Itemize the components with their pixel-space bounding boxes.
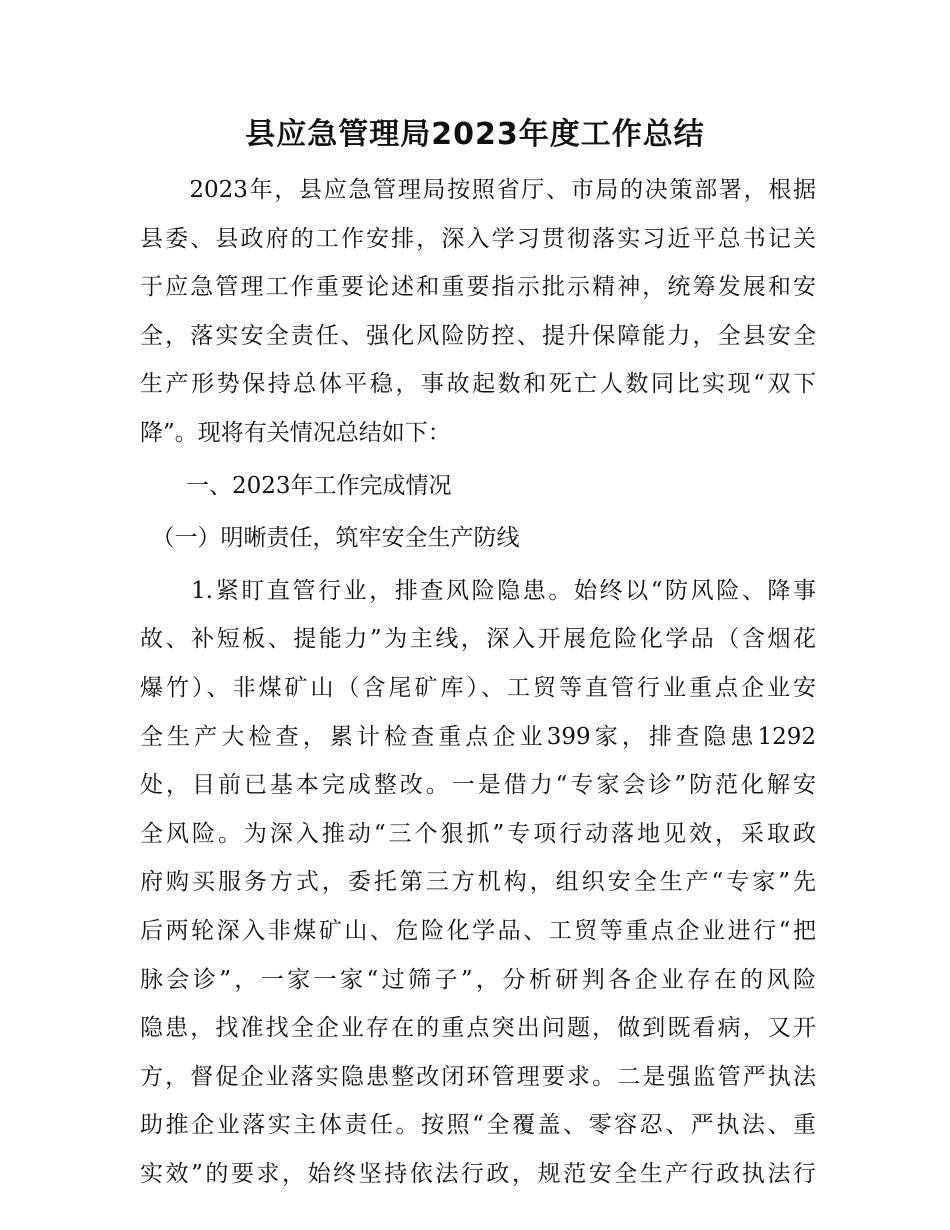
- intro-line: 降”。现将有关情况总结如下：: [140, 419, 451, 446]
- intro-line: 县委、县政府的工作安排，深入学习贯彻落实习近平总书记关: [140, 225, 816, 252]
- intro-line: 于应急管理工作重要论述和重要指示批示精神，统筹发展和安: [140, 274, 816, 301]
- section1-line: 故、补短板、提能力”为主线，深入开展危险化学品（含烟花: [140, 626, 816, 653]
- intro-line: 2023年，县应急管理局按照省厅、市局的决策部署，根据: [140, 177, 816, 203]
- section1-line: 实效”的要求，始终坚持依法行政，规范安全生产行政执法行: [140, 1160, 816, 1187]
- section-heading-level2: （一）明晰责任，筑牢安全生产防线: [140, 525, 520, 552]
- section1-line: 脉会诊”，一家一家“过筛子”，分析研判各企业存在的风险: [140, 966, 816, 993]
- intro-line: 全，落实安全责任、强化风险防控、提升保障能力，全县安全: [140, 322, 816, 349]
- section1-line: 府购买服务方式，委托第三方机构，组织安全生产“专家”先: [140, 869, 816, 896]
- document-body: [140, 166, 816, 1198]
- section1-line: 1.紧盯直管行业，排查风险隐患。始终以“防风险、降事: [140, 577, 816, 604]
- section1-line: 全风险。为深入推动“三个狠抓”专项行动落地见效，采取政: [140, 820, 816, 847]
- section-heading-level1: 一、2023年工作完成情况: [140, 472, 452, 499]
- section1-line: 全生产大检查，累计检查重点企业399家，排查隐患1292: [140, 723, 816, 750]
- document-title: 县应急管理局2023年度工作总结: [245, 117, 705, 152]
- intro-line: 生产形势保持总体平稳，事故起数和死亡人数同比实现“双下: [140, 371, 816, 398]
- section1-line: 隐患，找准找全企业存在的重点突出问题，做到既看病，又开: [140, 1015, 816, 1042]
- section1-line: 后两轮深入非煤矿山、危险化学品、工贸等重点企业进行“把: [140, 917, 816, 944]
- section1-line: 爆竹）、非煤矿山（含尾矿库）、工贸等直管行业重点企业安: [140, 674, 816, 701]
- section1-line: 方，督促企业落实隐患整改闭环管理要求。二是强监管严执法: [140, 1063, 816, 1090]
- section1-line: 助推企业落实主体责任。按照“全覆盖、零容忍、严执法、重: [140, 1112, 816, 1139]
- section1-line: 处，目前已基本完成整改。一是借力“专家会诊”防范化解安: [140, 772, 816, 799]
